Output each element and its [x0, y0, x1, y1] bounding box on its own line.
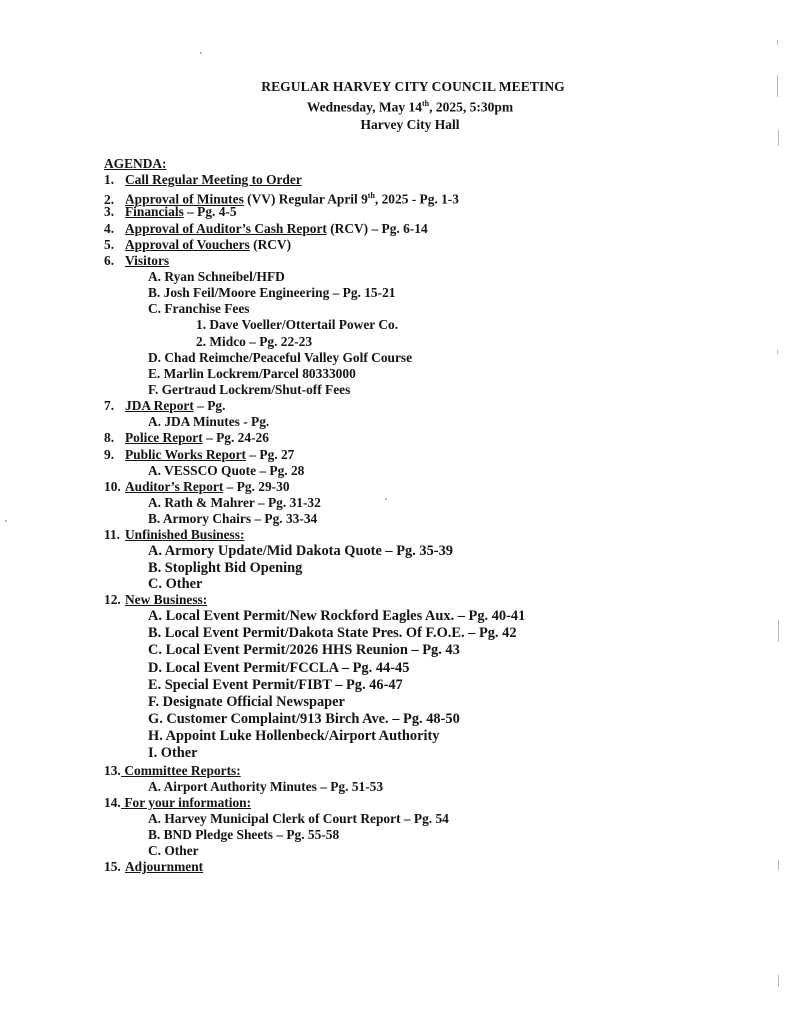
agenda-subitem: B. Josh Feil/Moore Engineering – Pg. 15-21 — [148, 285, 396, 301]
agenda-subitem: G. Customer Complaint/913 Birch Ave. – Pg. 48-50 — [148, 711, 460, 728]
agenda-item-10: 10. Auditor’s Report – Pg. 29-30 — [104, 478, 290, 494]
scan-speck — [777, 75, 778, 97]
agenda-subitem: E. Marlin Lockrem/Parcel 80333000 — [148, 365, 356, 381]
document-header — [0, 78, 796, 133]
agenda-subitem: A. Local Event Permit/New Rockford Eagles Aux. – Pg. 40-41 — [148, 607, 526, 624]
scan-speck — [5, 520, 7, 522]
scan-speck — [778, 130, 779, 146]
agenda-subitem: C. Franchise Fees — [148, 301, 250, 317]
scan-speck — [385, 498, 387, 500]
agenda-item-6: 6. Visitors — [104, 252, 170, 268]
agenda-subitem: A. VESSCO Quote – Pg. 28 — [148, 462, 305, 478]
agenda-subitem: F. Designate Official Newspaper — [148, 693, 345, 710]
agenda-item-7: 7. JDA Report – Pg. — [104, 398, 226, 414]
agenda-list — [104, 156, 744, 876]
agenda-subitem: A. JDA Minutes - Pg. — [148, 414, 270, 430]
agenda-heading: AGENDA: — [104, 156, 167, 171]
agenda-subitem: F. Gertraud Lockrem/Shut-off Fees — [148, 381, 351, 397]
agenda-subitem: B. Stoplight Bid Opening — [148, 559, 303, 576]
scan-speck — [200, 52, 202, 54]
agenda-item-13: 13. Committee Reports: — [104, 762, 241, 778]
agenda-subitem: D. Chad Reimche/Peaceful Valley Golf Course — [148, 349, 413, 365]
agenda-item-9: 9. Public Works Report – Pg. 27 — [104, 446, 295, 462]
agenda-item-2: 2. Approval of Minutes (VV) Regular April 9th, 2025 - Pg. 1-3 — [104, 191, 459, 207]
agenda-subitem: B. BND Pledge Sheets – Pg. 55-58 — [148, 827, 340, 843]
agenda-subsubitem: 1. Dave Voeller/Ottertail Power Co. — [196, 317, 399, 333]
agenda-subitem: C. Other — [148, 843, 199, 859]
scan-speck — [777, 350, 778, 354]
agenda-subitem: A. Armory Update/Mid Dakota Quote – Pg. 35-39 — [148, 543, 453, 560]
meeting-title: REGULAR HARVEY CITY COUNCIL MEETING — [261, 79, 565, 94]
agenda-item-11: 11. Unfinished Business: — [104, 527, 245, 543]
agenda-subitem: A. Harvey Municipal Clerk of Court Report – Pg. 54 — [148, 811, 449, 827]
scan-speck — [778, 620, 779, 642]
agenda-subitem: C. Local Event Permit/2026 HHS Reunion – Pg. 43 — [148, 642, 460, 659]
agenda-item-12: 12. New Business: — [104, 591, 208, 607]
agenda-item-1: 1. Call Regular Meeting to Order — [104, 172, 302, 188]
agenda-item-14: 14. For your information: — [104, 794, 252, 810]
agenda-subitem: A. Airport Authority Minutes – Pg. 51-53 — [148, 778, 384, 794]
agenda-subitem: B. Armory Chairs – Pg. 33-34 — [148, 511, 318, 527]
agenda-item-3: 3. Financials – Pg. 4-5 — [104, 204, 237, 220]
agenda-subitem: C. Other — [148, 575, 203, 592]
agenda-subitem: E. Special Event Permit/FIBT – Pg. 46-47 — [148, 676, 403, 693]
agenda-item-8: 8. Police Report – Pg. 24-26 — [104, 430, 269, 446]
agenda-subitem: A. Rath & Mahrer – Pg. 31-32 — [148, 494, 321, 510]
agenda-subitem: B. Local Event Permit/Dakota State Pres. Of F.O.E. – Pg. 42 — [148, 625, 517, 642]
scan-speck — [778, 975, 779, 987]
agenda-item-5: 5. Approval of Vouchers (RCV) — [104, 236, 292, 252]
agenda-subsubitem: 2. Midco – Pg. 22-23 — [196, 333, 313, 349]
agenda-item-4: 4. Approval of Auditor’s Cash Report (RCV) – Pg. 6-14 — [104, 220, 428, 236]
scan-speck — [778, 860, 779, 870]
scan-speck — [777, 40, 778, 45]
agenda-item-15: 15. Adjournment — [104, 859, 204, 875]
agenda-subitem: H. Appoint Luke Hollenbeck/Airport Authority — [148, 728, 440, 745]
meeting-location: Harvey City Hall — [360, 116, 460, 132]
meeting-date: Wednesday, May 14th, 2025, 5:30pm — [306, 99, 514, 115]
agenda-subitem: A. Ryan Schneibel/HFD — [148, 268, 285, 284]
agenda-subitem: D. Local Event Permit/FCCLA – Pg. 44-45 — [148, 659, 410, 676]
agenda-subitem: I. Other — [148, 745, 198, 762]
